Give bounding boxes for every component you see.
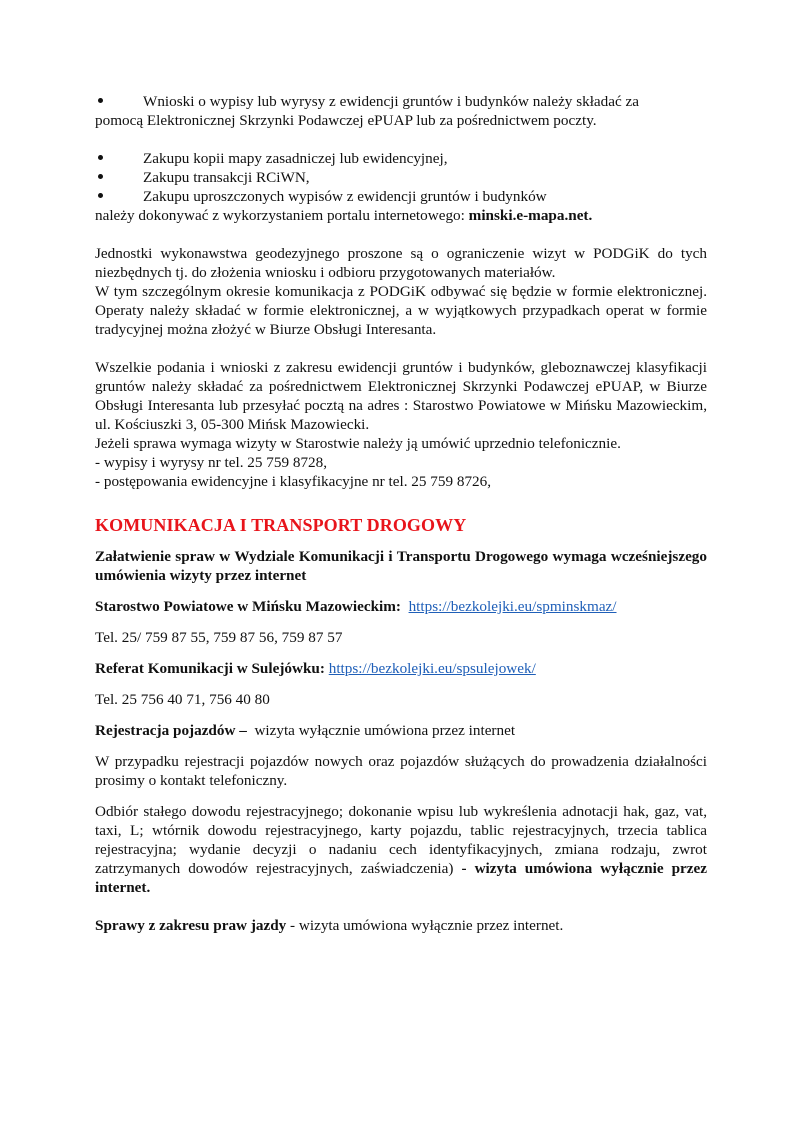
portal-name: minski.e-mapa.net. (468, 207, 593, 224)
bullet-text: Wnioski o wypisy lub wyrysy z ewidencji gruntów i budynków należy składać za (143, 93, 640, 110)
bullet-icon (95, 168, 143, 187)
bullet-item (95, 149, 707, 168)
phone-appointment-note: Jeżeli sprawa wymaga wizyty w Starostwie należy ją umówić uprzednio telefonicznie. (95, 435, 621, 452)
phone-line-wypisy: - wypisy i wyrysy nr tel. 25 759 8728, (95, 454, 328, 471)
sulejowek-phone: Tel. 25 756 40 71, 756 40 80 (95, 691, 270, 708)
driving-license-text: - wizyta umówiona wyłącznie przez internet. (290, 917, 564, 934)
registration-services-paragraph (95, 802, 707, 897)
vehicle-registration-line (95, 721, 707, 740)
portal-text: należy dokonywać z wykorzystaniem portalu internetowego: (95, 207, 469, 224)
bullet-icon (95, 149, 143, 168)
bullet-icon (95, 187, 143, 206)
bullet-text: Zakupu kopii mapy zasadniczej lub ewidencyjnej, (143, 150, 448, 167)
document-page (95, 92, 707, 935)
section-heading: KOMUNIKACJA I TRANSPORT DROGOWY (95, 515, 467, 535)
bullet-icon (95, 92, 143, 111)
bullet-continuation: pomocą Elektronicznej Skrzynki Podawczej ePUAP lub za pośrednictwem poczty. (95, 112, 597, 129)
bullet-text: Zakupu uproszczonych wypisów z ewidencji gruntów i budynków (143, 188, 547, 205)
vehicle-registration-label: Rejestracja pojazdów – (95, 722, 247, 739)
driving-license-label: Sprawy z zakresu praw jazdy (95, 917, 291, 934)
bullet-text: Zakupu transakcji RCiWN, (143, 169, 310, 186)
podgik-paragraph-1: Jednostki wykonawstwa geodezyjnego proszone są o ograniczenie wizyt w PODGiK do tych niezbędnych tj. do złożenia wniosku i odbioru przygotowanych materiałów. (95, 245, 707, 281)
applications-paragraph: Wszelkie podania i wnioski z zakresu ewidencji gruntów i budynków, gleboznawczej klasyfikacji gruntów należy składać za pośrednictwem Elektronicznej Skrzynki Podawczej ePUAP, w Biurze Obsługi Interesanta lub przesyłać pocztą na adres : Starostwo Powiatowe w Mińsku Mazowieckim, ul. Kościuszki 3, 05-300 Mińsk Mazowiecki. (95, 359, 707, 433)
registration-services-text: Odbiór stałego dowodu rejestracyjnego; dokonanie wpisu lub wykreślenia adnotacji hak, gaz, vat, taxi, L; wtórnik dowodu rejestracyjnego, karty pojazdu, tablic rejestracyjnych, trzecia tablica rejestracyjna; wydanie decyzji o nadaniu cech identyfikacyjnych, zmiana rodzaju, zwrot zatrzymanych dowodów rejestracyjnych, zaświadczenia) (95, 803, 707, 877)
sulejowek-office-line (95, 659, 707, 678)
registration-services-note: - wizyta umówiona wyłącznie przez internet. (95, 860, 707, 896)
sulejowek-office-label: Referat Komunikacji w Sulejówku: (95, 660, 325, 677)
bullet-item (95, 92, 707, 111)
transport-intro (95, 547, 707, 585)
bullet-item (95, 187, 707, 206)
bullet-item (95, 168, 707, 187)
sulejowek-booking-link[interactable]: https://bezkolejki.eu/spsulejowek/ (328, 660, 536, 677)
driving-license-line (95, 916, 707, 935)
minsk-office-line (95, 597, 707, 616)
podgik-paragraph-2: W tym szczególnym okresie komunikacja z PODGiK odbywać się będzie w formie elektronicznej. Operaty należy składać w formie elektronicznej, a w wyjątkowych przypadkach operat w formie tradycyjnej można złożyć w Biurze Obsługi Interesanta. (95, 283, 707, 338)
minsk-booking-link[interactable]: https://bezkolejki.eu/spminskmaz/ (408, 598, 617, 615)
minsk-phone: Tel. 25/ 759 87 55, 759 87 56, 759 87 57 (95, 629, 343, 646)
portal-line (95, 206, 707, 225)
vehicle-registration-text: wizyta wyłącznie umówiona przez internet (246, 722, 516, 739)
new-vehicles-paragraph: W przypadku rejestracji pojazdów nowych oraz pojazdów służących do prowadzenia działalności prosimy o kontakt telefoniczny. (95, 753, 707, 789)
phone-line-postepowania: - postępowania ewidencyjne i klasyfikacyjne nr tel. 25 759 8726, (95, 473, 492, 490)
minsk-office-label: Starostwo Powiatowe w Mińsku Mazowieckim: (95, 598, 401, 615)
transport-intro-text: Załatwienie spraw w Wydziale Komunikacji i Transportu Drogowego wymaga wcześniejszego umówienia wizyty przez internet (95, 548, 707, 584)
